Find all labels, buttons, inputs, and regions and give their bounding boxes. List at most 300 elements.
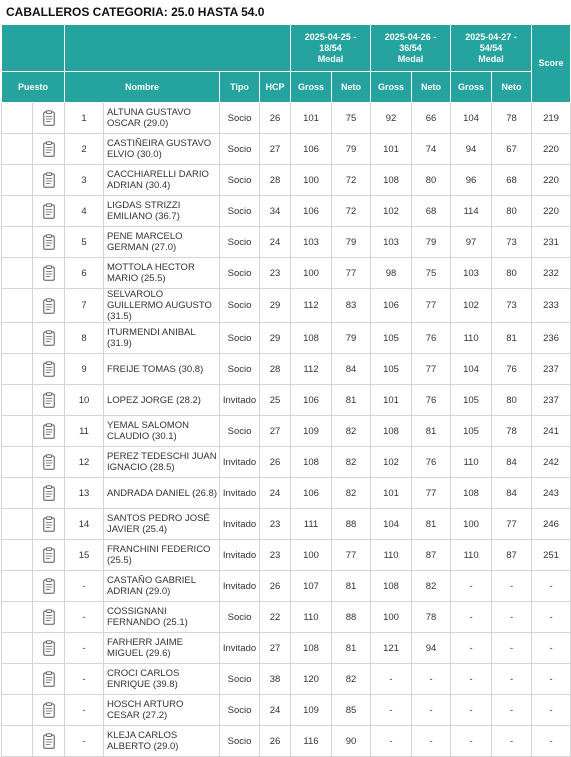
table-row bbox=[2, 478, 571, 509]
table-row bbox=[2, 196, 571, 227]
cell-g3: 105 bbox=[451, 385, 492, 416]
round-2-type: Medal bbox=[397, 53, 424, 64]
header-hcp[interactable]: HCP bbox=[260, 72, 291, 103]
cell-n2: 78 bbox=[412, 602, 451, 633]
cell-tipo: Invitado bbox=[220, 571, 260, 602]
cell-n2: 75 bbox=[412, 258, 451, 289]
cell-score: 242 bbox=[532, 447, 571, 478]
cell-score: 231 bbox=[532, 227, 571, 258]
cell-n2: 66 bbox=[412, 103, 451, 134]
clipboard-icon bbox=[43, 237, 55, 248]
cell-puesto: - bbox=[65, 633, 104, 664]
cell-g1: 109 bbox=[291, 695, 332, 726]
cell-n1: 72 bbox=[332, 196, 371, 227]
cell-nombre: ALTUNA GUSTAVO OSCAR (29.0) bbox=[104, 103, 220, 134]
cell-g3: - bbox=[451, 602, 492, 633]
scorecard-button[interactable] bbox=[33, 134, 65, 165]
cell-g1: 106 bbox=[291, 134, 332, 165]
table-row bbox=[2, 227, 571, 258]
cell-g2: 105 bbox=[371, 354, 412, 385]
cell-tipo: Socio bbox=[220, 695, 260, 726]
cell-n3: - bbox=[492, 571, 532, 602]
cell-n2: - bbox=[412, 695, 451, 726]
cell-nombre: SELVAROLO GUILLERMO AUGUSTO (31.5) bbox=[104, 289, 220, 323]
cell-n3: 80 bbox=[492, 196, 532, 227]
cell-n3: 78 bbox=[492, 416, 532, 447]
cell-tipo: Socio bbox=[220, 134, 260, 165]
cell-nombre: PENE MARCELO GERMAN (27.0) bbox=[104, 227, 220, 258]
cell-nombre: ITURMENDI ANIBAL (31.9) bbox=[104, 323, 220, 354]
cell-g3: - bbox=[451, 695, 492, 726]
cell-nombre: CASTAÑO GABRIEL ADRIAN (29.0) bbox=[104, 571, 220, 602]
cell-n1: 83 bbox=[332, 289, 371, 323]
row-blank bbox=[2, 196, 33, 227]
cell-puesto: 9 bbox=[65, 354, 104, 385]
cell-hcp: 25 bbox=[260, 385, 291, 416]
cell-tipo: Socio bbox=[220, 165, 260, 196]
cell-g1: 120 bbox=[291, 664, 332, 695]
table-row bbox=[2, 258, 571, 289]
cell-hcp: 29 bbox=[260, 289, 291, 323]
cell-g3: 104 bbox=[451, 103, 492, 134]
cell-tipo: Socio bbox=[220, 354, 260, 385]
cell-n2: 82 bbox=[412, 571, 451, 602]
clipboard-icon bbox=[43, 175, 55, 186]
cell-score: 237 bbox=[532, 354, 571, 385]
header-score[interactable]: Score bbox=[532, 25, 571, 103]
cell-n3: 73 bbox=[492, 289, 532, 323]
scorecard-button[interactable] bbox=[33, 633, 65, 664]
row-blank bbox=[2, 447, 33, 478]
scorecard-button[interactable] bbox=[33, 509, 65, 540]
table-row bbox=[2, 289, 571, 323]
round-header-1 bbox=[291, 25, 371, 72]
table-row bbox=[2, 695, 571, 726]
clipboard-icon bbox=[43, 144, 55, 155]
header-neto-2[interactable]: Neto bbox=[412, 72, 451, 103]
clipboard-icon bbox=[43, 206, 55, 217]
cell-g1: 112 bbox=[291, 354, 332, 385]
cell-hcp: 38 bbox=[260, 664, 291, 695]
row-blank bbox=[2, 571, 33, 602]
scorecard-button[interactable] bbox=[33, 258, 65, 289]
cell-hcp: 27 bbox=[260, 134, 291, 165]
cell-n3: 87 bbox=[492, 540, 532, 571]
table-row bbox=[2, 664, 571, 695]
cell-n2: 77 bbox=[412, 478, 451, 509]
cell-score: - bbox=[532, 602, 571, 633]
cell-puesto: 12 bbox=[65, 447, 104, 478]
round-2-holes: 36/54 bbox=[399, 42, 422, 53]
cell-score: - bbox=[532, 664, 571, 695]
row-blank bbox=[2, 695, 33, 726]
cell-g3: 103 bbox=[451, 258, 492, 289]
cell-g3: 102 bbox=[451, 289, 492, 323]
cell-puesto: 4 bbox=[65, 196, 104, 227]
scorecard-button[interactable] bbox=[33, 571, 65, 602]
table-row bbox=[2, 571, 571, 602]
cell-g3: 108 bbox=[451, 478, 492, 509]
cell-nombre: LIGDAS STRIZZI EMILIANO (36.7) bbox=[104, 196, 220, 227]
cell-n1: 75 bbox=[332, 103, 371, 134]
clipboard-icon bbox=[43, 674, 55, 685]
round-1-date: 2025-04-25 - bbox=[304, 31, 357, 42]
cell-g1: 110 bbox=[291, 602, 332, 633]
cell-score: 220 bbox=[532, 134, 571, 165]
cell-n2: 81 bbox=[412, 416, 451, 447]
cell-score: 237 bbox=[532, 385, 571, 416]
cell-score: 219 bbox=[532, 103, 571, 134]
scorecard-button[interactable] bbox=[33, 354, 65, 385]
cell-g1: 107 bbox=[291, 571, 332, 602]
clipboard-icon bbox=[43, 519, 55, 530]
clipboard-icon bbox=[43, 736, 55, 747]
round-3-holes: 54/54 bbox=[479, 42, 503, 53]
cell-g3: - bbox=[451, 633, 492, 664]
cell-g1: 100 bbox=[291, 540, 332, 571]
cell-g3: 97 bbox=[451, 227, 492, 258]
clipboard-icon bbox=[43, 395, 55, 406]
cell-n1: 77 bbox=[332, 540, 371, 571]
cell-hcp: 26 bbox=[260, 726, 291, 757]
cell-puesto: - bbox=[65, 664, 104, 695]
cell-g2: 106 bbox=[371, 289, 412, 323]
header-blank-2 bbox=[65, 25, 291, 72]
cell-n3: 77 bbox=[492, 509, 532, 540]
cell-n1: 81 bbox=[332, 385, 371, 416]
cell-puesto: 8 bbox=[65, 323, 104, 354]
row-blank bbox=[2, 416, 33, 447]
clipboard-icon bbox=[43, 643, 55, 654]
row-blank bbox=[2, 540, 33, 571]
cell-n1: 79 bbox=[332, 323, 371, 354]
scorecard-button[interactable] bbox=[33, 385, 65, 416]
clipboard-icon bbox=[43, 705, 55, 716]
cell-hcp: 26 bbox=[260, 447, 291, 478]
cell-n3: 80 bbox=[492, 258, 532, 289]
clipboard-icon bbox=[43, 364, 55, 375]
clipboard-icon bbox=[43, 457, 55, 468]
cell-n1: 79 bbox=[332, 227, 371, 258]
cell-tipo: Socio bbox=[220, 323, 260, 354]
cell-n3: - bbox=[492, 695, 532, 726]
cell-g2: 101 bbox=[371, 478, 412, 509]
round-1-type: Medal bbox=[317, 53, 344, 64]
scorecard-button[interactable] bbox=[33, 478, 65, 509]
cell-n2: 76 bbox=[412, 447, 451, 478]
table-row bbox=[2, 103, 571, 134]
cell-score: - bbox=[532, 695, 571, 726]
cell-n2: 77 bbox=[412, 289, 451, 323]
cell-tipo: Invitado bbox=[220, 478, 260, 509]
row-blank bbox=[2, 323, 33, 354]
cell-g2: 101 bbox=[371, 385, 412, 416]
row-blank bbox=[2, 289, 33, 323]
cell-nombre: ANDRADA DANIEL (26.8) bbox=[104, 478, 220, 509]
scorecard-button[interactable] bbox=[33, 196, 65, 227]
cell-g1: 100 bbox=[291, 165, 332, 196]
leaderboard-table bbox=[1, 24, 571, 757]
cell-n1: 72 bbox=[332, 165, 371, 196]
cell-tipo: Socio bbox=[220, 726, 260, 757]
cell-hcp: 23 bbox=[260, 258, 291, 289]
cell-n1: 82 bbox=[332, 416, 371, 447]
cell-g2: 102 bbox=[371, 196, 412, 227]
cell-n1: 81 bbox=[332, 633, 371, 664]
cell-nombre: FREIJE TOMAS (30.8) bbox=[104, 354, 220, 385]
scorecard-button[interactable] bbox=[33, 416, 65, 447]
cell-nombre: SANTOS PEDRO JOSÉ JAVIER (25.4) bbox=[104, 509, 220, 540]
table-row bbox=[2, 416, 571, 447]
cell-n1: 90 bbox=[332, 726, 371, 757]
cell-g3: 104 bbox=[451, 354, 492, 385]
cell-nombre: LOPEZ JORGE (28.2) bbox=[104, 385, 220, 416]
table-row bbox=[2, 323, 571, 354]
table-row bbox=[2, 134, 571, 165]
cell-g2: 108 bbox=[371, 571, 412, 602]
scorecard-button[interactable] bbox=[33, 602, 65, 633]
cell-n2: 94 bbox=[412, 633, 451, 664]
cell-tipo: Invitado bbox=[220, 633, 260, 664]
cell-hcp: 34 bbox=[260, 196, 291, 227]
cell-n1: 85 bbox=[332, 695, 371, 726]
cell-g2: 110 bbox=[371, 540, 412, 571]
cell-n2: 81 bbox=[412, 509, 451, 540]
cell-puesto: 14 bbox=[65, 509, 104, 540]
row-blank bbox=[2, 664, 33, 695]
cell-g3: 96 bbox=[451, 165, 492, 196]
cell-g2: 105 bbox=[371, 323, 412, 354]
cell-puesto: 6 bbox=[65, 258, 104, 289]
cell-tipo: Socio bbox=[220, 664, 260, 695]
scorecard-button[interactable] bbox=[33, 726, 65, 757]
cell-puesto: 7 bbox=[65, 289, 104, 323]
cell-hcp: 27 bbox=[260, 416, 291, 447]
row-blank bbox=[2, 633, 33, 664]
scorecard-button[interactable] bbox=[33, 289, 65, 323]
cell-g1: 116 bbox=[291, 726, 332, 757]
scorecard-button[interactable] bbox=[33, 664, 65, 695]
clipboard-icon bbox=[43, 488, 55, 499]
round-3-date: 2025-04-27 - bbox=[465, 31, 517, 42]
cell-tipo: Socio bbox=[220, 289, 260, 323]
table-row bbox=[2, 385, 571, 416]
clipboard-icon bbox=[43, 333, 55, 344]
round-header-2 bbox=[371, 25, 451, 72]
cell-n3: 80 bbox=[492, 385, 532, 416]
clipboard-icon bbox=[43, 300, 55, 311]
cell-hcp: 26 bbox=[260, 103, 291, 134]
table-row bbox=[2, 509, 571, 540]
cell-n3: 78 bbox=[492, 103, 532, 134]
cell-puesto: 5 bbox=[65, 227, 104, 258]
scorecard-button[interactable] bbox=[33, 165, 65, 196]
cell-g1: 101 bbox=[291, 103, 332, 134]
cell-g2: 108 bbox=[371, 165, 412, 196]
cell-g1: 106 bbox=[291, 385, 332, 416]
cell-g2: 98 bbox=[371, 258, 412, 289]
cell-g2: 104 bbox=[371, 509, 412, 540]
cell-n1: 82 bbox=[332, 664, 371, 695]
cell-n3: 76 bbox=[492, 354, 532, 385]
cell-tipo: Socio bbox=[220, 227, 260, 258]
header-nombre[interactable]: Nombre bbox=[65, 72, 220, 103]
round-2-date: 2025-04-26 - bbox=[384, 31, 437, 42]
row-blank bbox=[2, 103, 33, 134]
scorecard-button[interactable] bbox=[33, 103, 65, 134]
cell-g1: 100 bbox=[291, 258, 332, 289]
cell-puesto: 3 bbox=[65, 165, 104, 196]
cell-n3: 67 bbox=[492, 134, 532, 165]
cell-score: 233 bbox=[532, 289, 571, 323]
cell-g2: 121 bbox=[371, 633, 412, 664]
cell-nombre: HOSCH ARTURO CESAR (27.2) bbox=[104, 695, 220, 726]
scorecard-button[interactable] bbox=[33, 447, 65, 478]
cell-score: - bbox=[532, 571, 571, 602]
cell-tipo: Invitado bbox=[220, 509, 260, 540]
cell-n3: 84 bbox=[492, 447, 532, 478]
cell-g1: 111 bbox=[291, 509, 332, 540]
row-blank bbox=[2, 354, 33, 385]
cell-g1: 109 bbox=[291, 416, 332, 447]
cell-puesto: 15 bbox=[65, 540, 104, 571]
cell-g1: 103 bbox=[291, 227, 332, 258]
cell-tipo: Invitado bbox=[220, 540, 260, 571]
header-gross-1[interactable]: Gross bbox=[291, 72, 332, 103]
cell-hcp: 23 bbox=[260, 509, 291, 540]
cell-hcp: 24 bbox=[260, 478, 291, 509]
cell-g1: 108 bbox=[291, 447, 332, 478]
table-row bbox=[2, 354, 571, 385]
cell-n1: 82 bbox=[332, 447, 371, 478]
cell-score: 246 bbox=[532, 509, 571, 540]
cell-g2: 100 bbox=[371, 602, 412, 633]
cell-n1: 88 bbox=[332, 509, 371, 540]
cell-score: 241 bbox=[532, 416, 571, 447]
cell-tipo: Socio bbox=[220, 103, 260, 134]
cell-g2: - bbox=[371, 664, 412, 695]
cell-score: 220 bbox=[532, 165, 571, 196]
cell-nombre: CACCHIARELLI DARIO ADRIAN (30.4) bbox=[104, 165, 220, 196]
header-blank bbox=[2, 25, 65, 72]
table-row bbox=[2, 726, 571, 757]
cell-g1: 106 bbox=[291, 478, 332, 509]
cell-n3: - bbox=[492, 602, 532, 633]
cell-puesto: - bbox=[65, 602, 104, 633]
cell-puesto: 10 bbox=[65, 385, 104, 416]
cell-hcp: 29 bbox=[260, 323, 291, 354]
row-blank bbox=[2, 134, 33, 165]
cell-nombre: CASTIÑEIRA GUSTAVO ELVIO (30.0) bbox=[104, 134, 220, 165]
table-row bbox=[2, 447, 571, 478]
cell-hcp: 22 bbox=[260, 602, 291, 633]
row-blank bbox=[2, 258, 33, 289]
row-blank bbox=[2, 509, 33, 540]
clipboard-icon bbox=[43, 550, 55, 561]
cell-puesto: 11 bbox=[65, 416, 104, 447]
cell-n1: 77 bbox=[332, 258, 371, 289]
clipboard-icon bbox=[43, 426, 55, 437]
scorecard-button[interactable] bbox=[33, 227, 65, 258]
clipboard-icon bbox=[43, 268, 55, 279]
cell-nombre: PEREZ TEDESCHI JUAN IGNACIO (28.5) bbox=[104, 447, 220, 478]
header-tipo[interactable]: Tipo bbox=[220, 72, 260, 103]
row-blank bbox=[2, 165, 33, 196]
cell-nombre: FRANCHINI FEDERICO (25.5) bbox=[104, 540, 220, 571]
round-3-type: Medal bbox=[478, 53, 504, 64]
cell-g3: 114 bbox=[451, 196, 492, 227]
scorecard-button[interactable] bbox=[33, 540, 65, 571]
table-row bbox=[2, 633, 571, 664]
cell-puesto: - bbox=[65, 726, 104, 757]
cell-n3: - bbox=[492, 726, 532, 757]
cell-g3: 105 bbox=[451, 416, 492, 447]
cell-g3: - bbox=[451, 664, 492, 695]
cell-g3: 110 bbox=[451, 447, 492, 478]
cell-nombre: MOTTOLA HECTOR MARIO (25.5) bbox=[104, 258, 220, 289]
cell-hcp: 28 bbox=[260, 165, 291, 196]
header-puesto[interactable]: Puesto bbox=[2, 72, 65, 103]
cell-g3: 110 bbox=[451, 323, 492, 354]
cell-n3: 73 bbox=[492, 227, 532, 258]
cell-hcp: 24 bbox=[260, 227, 291, 258]
header-gross-3[interactable]: Gross bbox=[451, 72, 492, 103]
scorecard-button[interactable] bbox=[33, 695, 65, 726]
cell-tipo: Invitado bbox=[220, 385, 260, 416]
cell-n2: 76 bbox=[412, 385, 451, 416]
row-blank bbox=[2, 385, 33, 416]
round-header-3 bbox=[451, 25, 532, 72]
cell-n1: 88 bbox=[332, 602, 371, 633]
cell-n3: 84 bbox=[492, 478, 532, 509]
cell-n2: 74 bbox=[412, 134, 451, 165]
row-blank bbox=[2, 726, 33, 757]
cell-n3: 68 bbox=[492, 165, 532, 196]
round-1-holes: 18/54 bbox=[319, 42, 342, 53]
row-blank bbox=[2, 602, 33, 633]
cell-nombre: FARHERR JAIME MIGUEL (29.6) bbox=[104, 633, 220, 664]
header-neto-1[interactable]: Neto bbox=[332, 72, 371, 103]
cell-g2: 92 bbox=[371, 103, 412, 134]
row-blank bbox=[2, 227, 33, 258]
cell-g1: 108 bbox=[291, 323, 332, 354]
leaderboard-body bbox=[2, 103, 571, 757]
cell-nombre: YEMAL SALOMON CLAUDIO (30.1) bbox=[104, 416, 220, 447]
cell-puesto: - bbox=[65, 571, 104, 602]
scorecard-button[interactable] bbox=[33, 323, 65, 354]
cell-n3: 81 bbox=[492, 323, 532, 354]
header-neto-3[interactable]: Neto bbox=[492, 72, 532, 103]
cell-tipo: Socio bbox=[220, 602, 260, 633]
page-title: CABALLEROS CATEGORIA: 25.0 HASTA 54.0 bbox=[6, 5, 265, 19]
cell-g2: - bbox=[371, 695, 412, 726]
header-gross-2[interactable]: Gross bbox=[371, 72, 412, 103]
cell-g2: - bbox=[371, 726, 412, 757]
cell-score: 251 bbox=[532, 540, 571, 571]
cell-score: - bbox=[532, 726, 571, 757]
clipboard-icon bbox=[43, 612, 55, 623]
cell-score: 243 bbox=[532, 478, 571, 509]
cell-n1: 82 bbox=[332, 478, 371, 509]
cell-g3: - bbox=[451, 726, 492, 757]
cell-g2: 108 bbox=[371, 416, 412, 447]
clipboard-icon bbox=[43, 113, 55, 124]
cell-n2: 77 bbox=[412, 354, 451, 385]
cell-score: 220 bbox=[532, 196, 571, 227]
cell-n2: 87 bbox=[412, 540, 451, 571]
cell-tipo: Socio bbox=[220, 416, 260, 447]
cell-n2: - bbox=[412, 664, 451, 695]
